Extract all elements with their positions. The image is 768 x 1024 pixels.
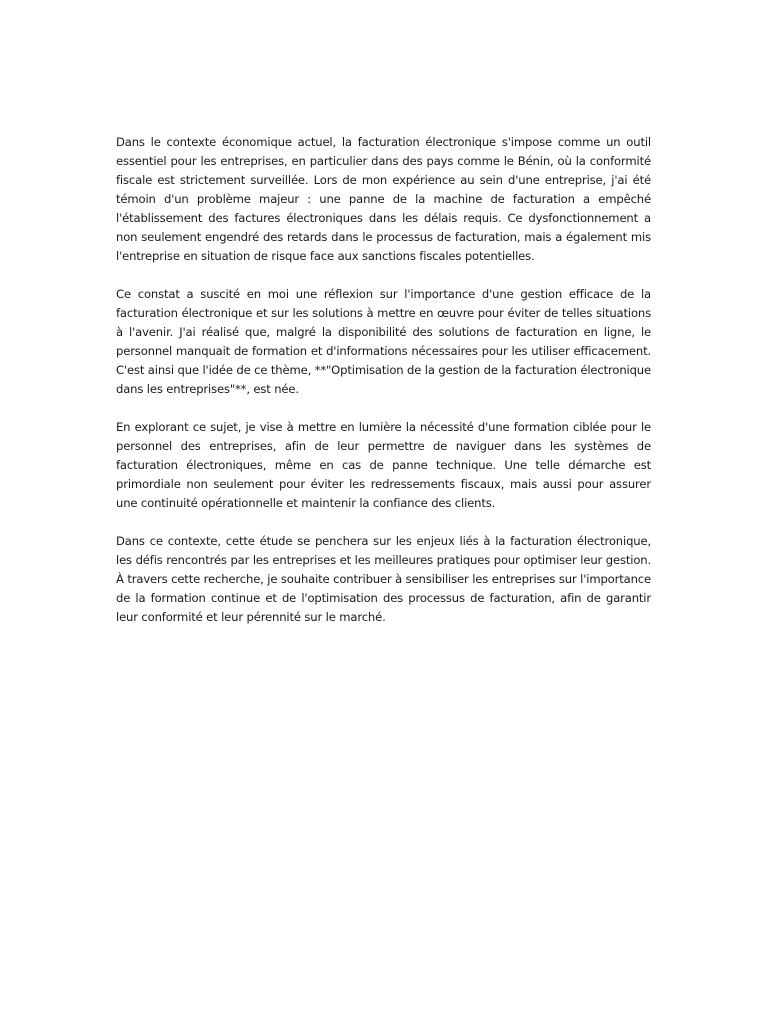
paragraph-objective: En explorant ce sujet, je vise à mettre en lumière la nécessité d'une formation ciblée pour le personnel des entreprises, afin de leur permettre de naviguer dans les systèmes de facturation électroniques, même en cas de panne technique. Une telle démarche est primordiale non seulement pour éviter les redressements fiscaux, mais aussi pour assurer une continuité opérationnelle et maintenir la confiance des clients. <box>116 420 651 510</box>
paragraph-reflection: Ce constat a suscité en moi une réflexion sur l'importance d'une gestion efficace de la facturation électronique et sur les solutions à mettre en œuvre pour éviter de telles situations à l'avenir. J'ai réalisé que, malgré la disponibilité des solutions de facturation en ligne, le personnel manquait de formation et d'informations nécessaires pour les utiliser efficacement. C'est ainsi que l'idée de ce thème, **"Optimisation de la gestion de la facturation électronique dans les entreprises"**, est née. <box>116 287 651 396</box>
paragraph-scope: Dans ce contexte, cette étude se penchera sur les enjeux liés à la facturation électronique, les défis rencontrés par les entreprises et les meilleures pratiques pour optimiser leur gestion. À travers cette recherche, je souhaite contribuer à sensibiliser les entreprises sur l'importance de la formation continue et de l'optimisation des processus de facturation, afin de garantir leur conformité et leur pérennité sur le marché. <box>116 534 651 624</box>
paragraph-context: Dans le contexte économique actuel, la facturation électronique s'impose comme un outil essentiel pour les entreprises, en particulier dans des pays comme le Bénin, où la conformité fiscale est strictement surveillée. Lors de mon expérience au sein d'une entreprise, j'ai été témoin d'un problème majeur : une panne de la machine de facturation a empêché l'établissement des factures électroniques dans les délais requis. Ce dysfonctionnement a non seulement engendré des retards dans le processus de facturation, mais a également mis l'entreprise en situation de risque face aux sanctions fiscales potentielles. <box>116 135 651 263</box>
document-body <box>116 133 651 646</box>
